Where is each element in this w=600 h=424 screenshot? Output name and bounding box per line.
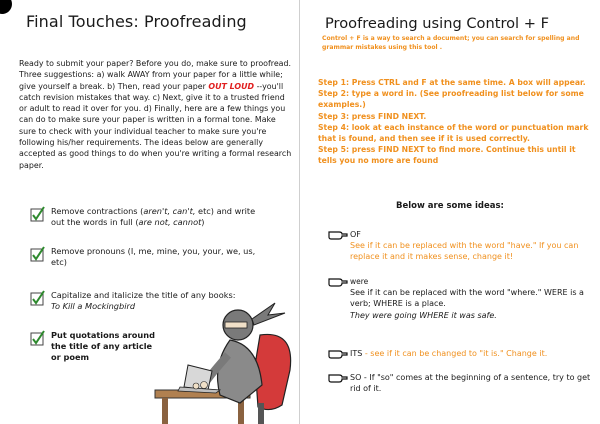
- idea-its-body: - see if it can be changed to "it is." Change it.: [362, 349, 548, 358]
- step-item: Step 3: press FIND NEXT.: [318, 111, 427, 121]
- tip-pronouns-text: Remove pronouns (I, me, mine, you, your, we, us, etc): [51, 246, 256, 267]
- idea-were-example: They were going WHERE it was safe.: [350, 310, 497, 320]
- idea-so-body: - If "so" comes at the beginning of a sentence, try to get rid of it.: [350, 373, 591, 394]
- tip-contractions-full-words: are not, cannot: [138, 217, 202, 227]
- idea-were-word: were: [350, 277, 369, 286]
- ninja-laptop-illustration: [150, 295, 300, 424]
- idea-of-text: See if it can be replaced with the word "have." If you can replace it and it makes sense, change it!: [350, 241, 579, 262]
- tip-contractions-part-c: ): [201, 217, 205, 227]
- idea-its-text: [350, 348, 598, 359]
- tip-contractions-part-a: Remove contractions (: [51, 206, 144, 216]
- ctrl-f-intro: Control + F is a way to search a document; you can search for spelling and grammar mistakes using this tool .: [322, 35, 580, 51]
- checkbox-check-icon: [30, 290, 46, 306]
- tip-contractions-text: [51, 206, 258, 228]
- checkbox-check-icon: [30, 330, 46, 346]
- idea-so-text: [350, 372, 598, 394]
- tip-book-example: To Kill a Mockingbird: [51, 301, 136, 311]
- idea-so: [328, 372, 598, 394]
- pointing-hand-icon: [328, 346, 348, 360]
- idea-its: [328, 348, 598, 359]
- corner-dot: [0, 0, 12, 14]
- intro-text-before: Ready to submit your paper? Before you do, make sure to proofread. Three suggestions: a) walk AWAY from your paper for a little while; give yourself a break. b) Then, read your paper: [19, 59, 292, 91]
- tip-contractions-examples: aren't, can't,: [143, 206, 196, 216]
- pointing-hand-icon: [328, 370, 348, 384]
- tip-quotations: [30, 330, 160, 363]
- pointing-hand-icon: [328, 227, 348, 241]
- idea-were-text: See if it can be replaced with the word "where." WERE is a verb; WHERE is a place.: [350, 288, 584, 309]
- tip-pronouns: [30, 246, 258, 268]
- checkbox-check-icon: [30, 246, 46, 262]
- checkbox-check-icon: [30, 206, 46, 222]
- tip-book-titles-text: Capitalize and italicize the title of any books:: [51, 290, 236, 300]
- step-item: Step 2: type a word in. (See proofreading list below for some examples.): [318, 89, 584, 110]
- step-item: Step 5: press FIND NEXT to find more. Continue this until it tells you no more are found: [318, 145, 576, 166]
- idea-so-word: SO: [350, 373, 362, 382]
- idea-were: [328, 276, 598, 321]
- tip-contractions: [30, 206, 258, 228]
- idea-its-word: ITS: [350, 349, 363, 358]
- right-page: [300, 0, 600, 424]
- left-page-title: Final Touches: Proofreading: [26, 12, 247, 31]
- right-page-title: Proofreading using Control + F: [325, 15, 550, 32]
- intro-paragraph: [19, 58, 293, 171]
- steps-list: [318, 77, 596, 167]
- idea-of: [328, 229, 598, 263]
- step-item: Step 1: Press CTRL and F at the same time. A box will appear.: [318, 78, 586, 87]
- intro-text-after: --you'll catch revision mistakes that way. c) Next, give it to a trusted friend or adult to read it over for you. d) Finally, here are a few things you can do to make sure your paper is written in a formal tone. Make sure to check with your individual teacher to make sure you're following his/her requirements. The ideas below are generally accepted as good things to do when you're writing a formal research paper.: [19, 81, 292, 170]
- ideas-heading: Below are some ideas:: [396, 201, 504, 211]
- step-item: Step 4: look at each instance of the word or punctuation mark that is found, and then see if it is used correctly.: [318, 122, 589, 144]
- tip-quotations-text: Put quotations around the title of any article or poem: [51, 330, 155, 362]
- out-loud-highlight: OUT LOUD: [208, 81, 255, 91]
- pointing-hand-icon: [328, 274, 348, 288]
- tip-contractions-part-b: etc) and write out the words in full (: [51, 206, 256, 227]
- idea-of-word: OF: [350, 230, 361, 239]
